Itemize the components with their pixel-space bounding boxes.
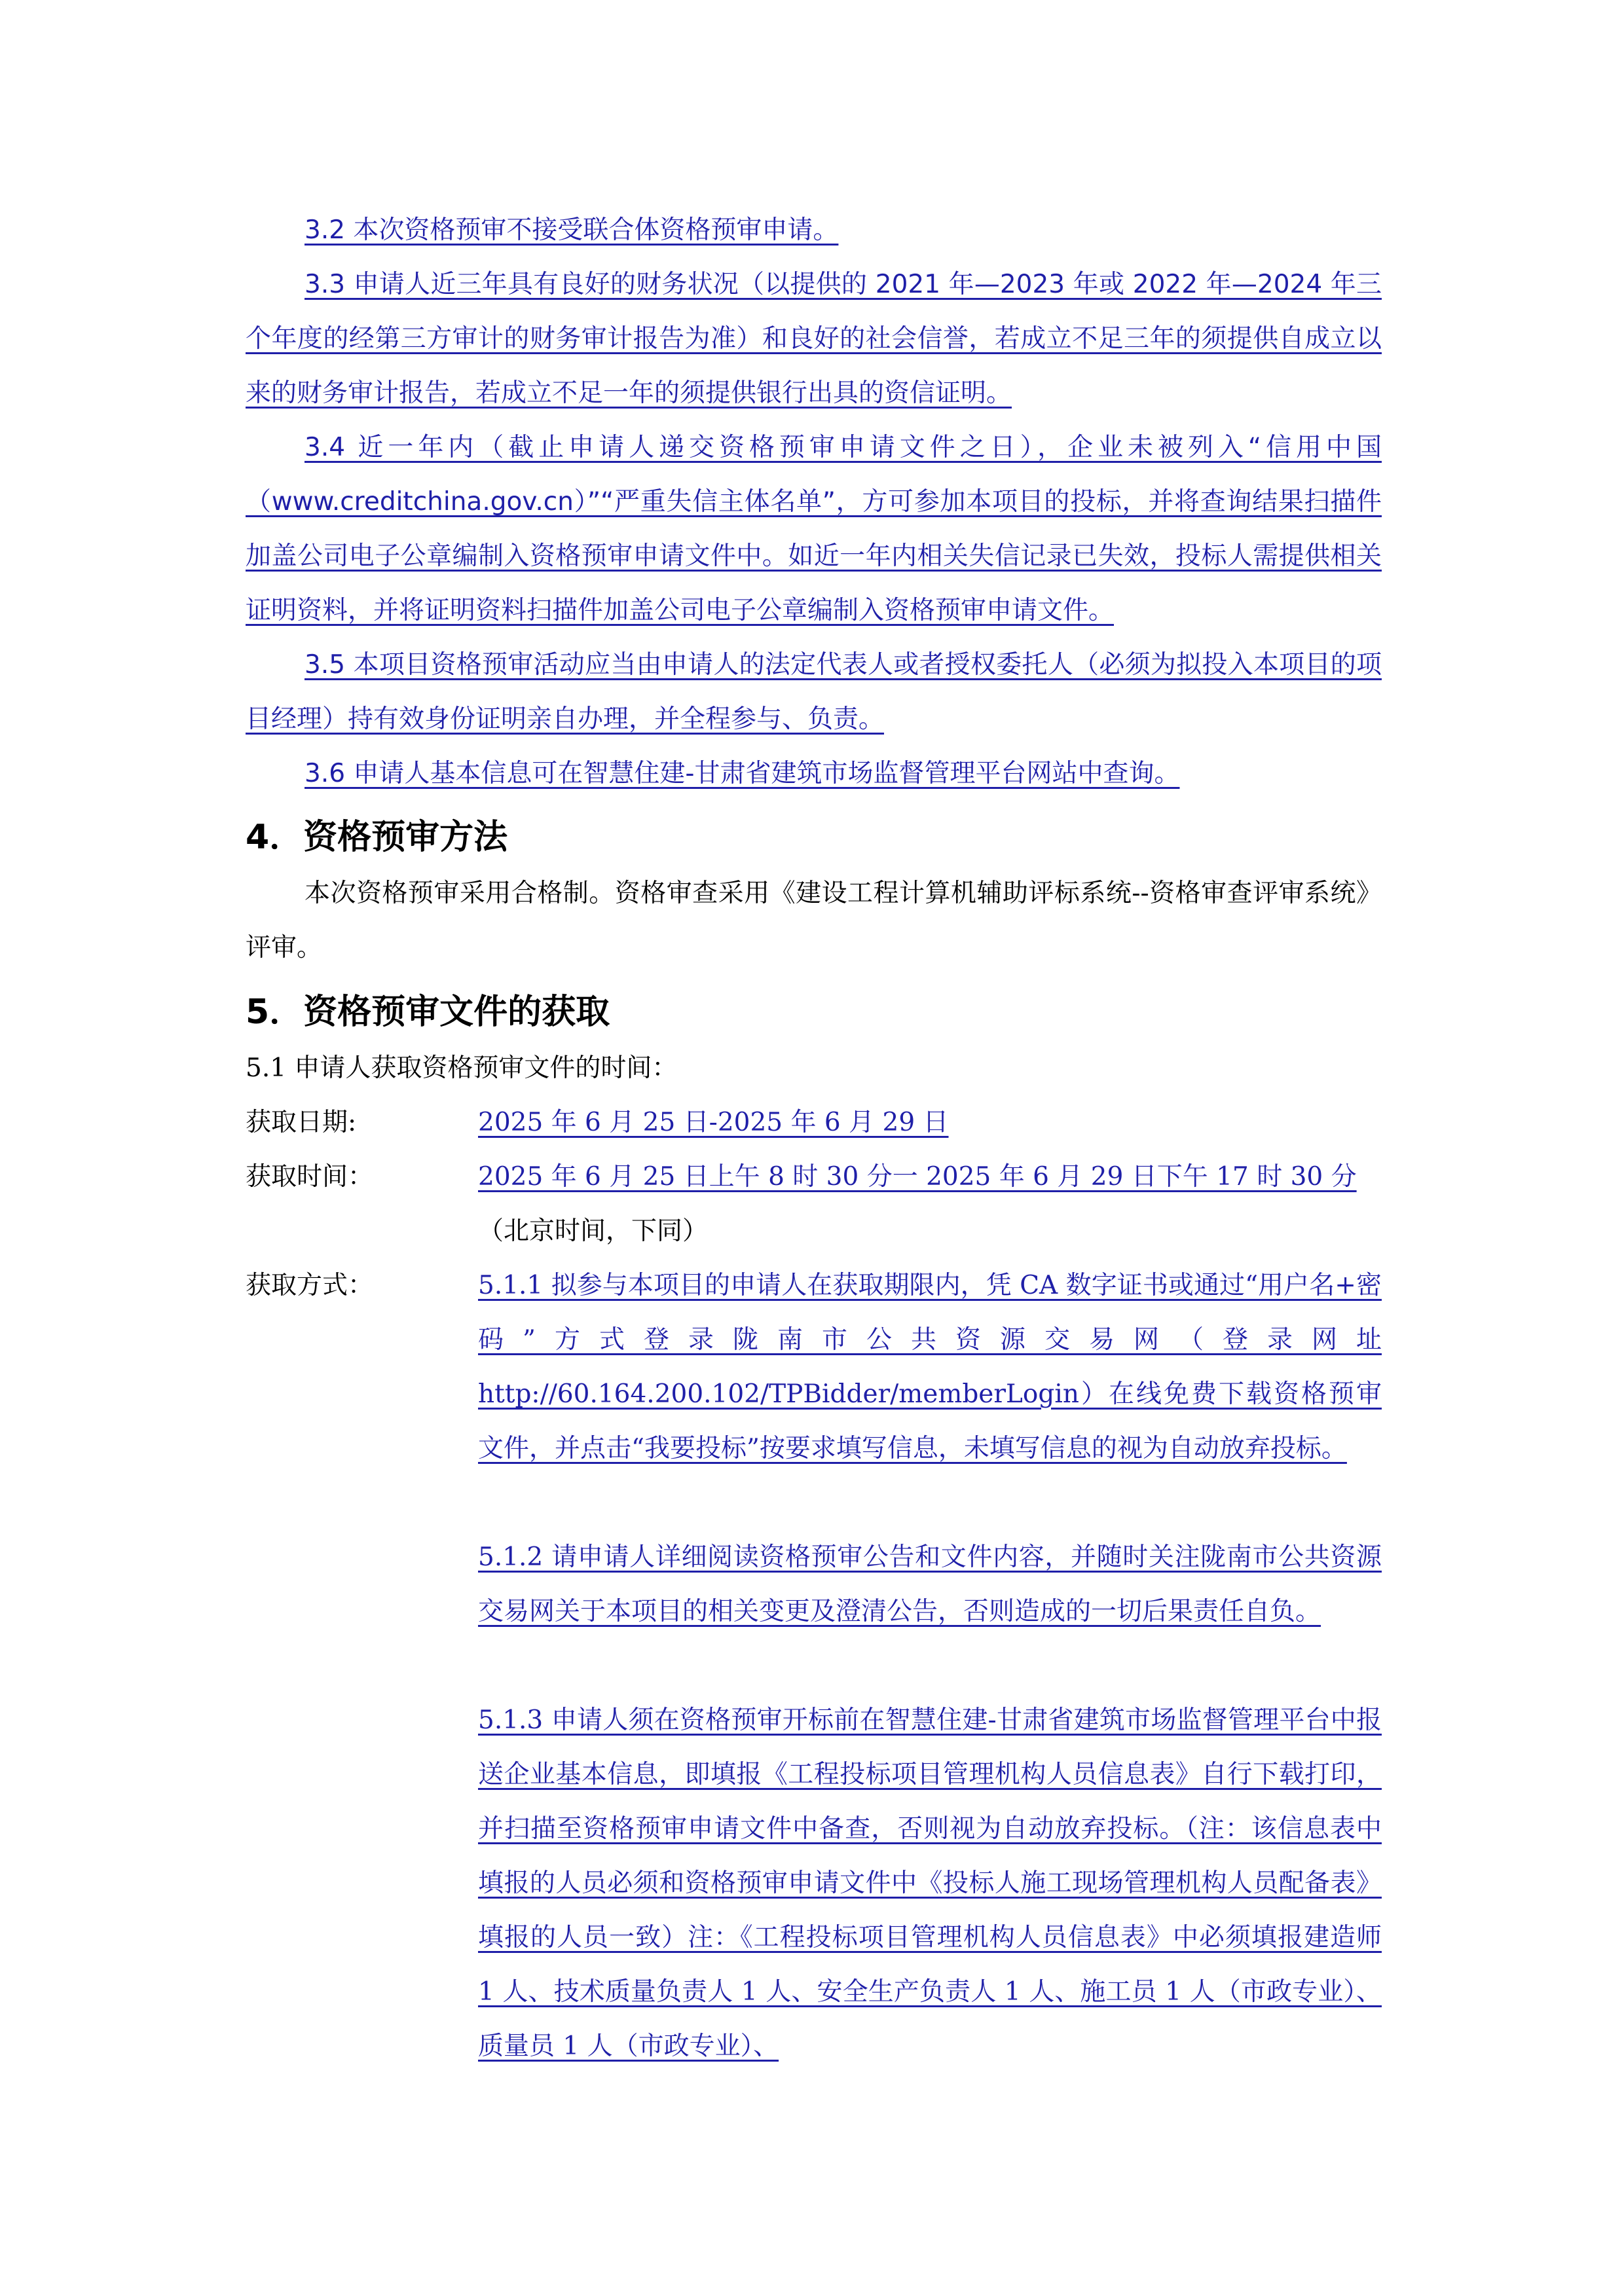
method-label: 获取方式： xyxy=(246,1271,374,1300)
clause-3-6 xyxy=(246,746,1382,801)
clause-3-3-text: 3.3 申请人近三年具有良好的财务状况（以提供的 2021 年—2023 年或 2022 年—2024 年三个年度的经第三方审计的财务审计报告为准）和良好的社会信誉，若成立不足三年的须提供自成立以来的财务审计报告，若成立不足一年的须提供银行出具的资信证明。 xyxy=(246,270,1382,408)
date-value xyxy=(478,1095,1382,1150)
section-5-heading: 5．资格预审文件的获取 xyxy=(246,993,610,1032)
clause-3-5 xyxy=(246,638,1382,746)
time-note: （北京时间，下同） xyxy=(478,1216,709,1246)
clause-3-4-text: 3.4 近一年内（截止申请人递交资格预审申请文件之日），企业未被列入“信用中国（www.creditchina.gov.cn）”“严重失信主体名单”，方可参加本项目的投标，并将查询结果扫描件加盖公司电子公章编制入资格预审申请文件中。如近一年内相关失信记录已失效，投标人需提供相关证明资料，并将证明资料扫描件加盖公司电子公章编制入资格预审申请文件。 xyxy=(246,433,1382,625)
clause-3-5-text: 3.5 本项目资格预审活动应当由申请人的法定代表人或者授权委托人（必须为拟投入本项目的项目经理）持有效身份证明亲自办理，并全程参与、负责。 xyxy=(246,650,1382,734)
method-5-1-1 xyxy=(478,1258,1382,1476)
clause-5-1: 5.1 申请人获取资格预审文件的时间： xyxy=(246,1053,678,1083)
section-4-heading: 4．资格预审方法 xyxy=(246,818,508,857)
time-value-text: 2025 年 6 月 25 日上午 8 时 30 分一 2025 年 6 月 29 日下午 17 时 30 分 xyxy=(478,1162,1357,1192)
clause-3-4 xyxy=(246,420,1382,638)
time-value xyxy=(478,1150,1382,1204)
clause-3-2-text: 3.2 本次资格预审不接受联合体资格预审申请。 xyxy=(304,215,839,245)
clause-3-2 xyxy=(246,203,1382,257)
time-label: 获取时间： xyxy=(246,1162,374,1192)
method-5-1-3 xyxy=(478,1693,1382,2073)
method-5-1-2-text: 5.1.2 请申请人详细阅读资格预审公告和文件内容，并随时关注陇南市公共资源交易网关于本项目的相关变更及澄清公告，否则造成的一切后果责任自负。 xyxy=(478,1542,1382,1626)
method-5-1-3-text: 5.1.3 申请人须在资格预审开标前在智慧住建-甘肃省建筑市场监督管理平台中报送企业基本信息，即填报《工程投标项目管理机构人员信息表》自行下载打印，并扫描至资格预审申请文件中备查，否则视为自动放弃投标。（注：该信息表中填报的人员必须和资格预审申请文件中《投标人施工现场管理机构人员配备表》填报的人员一致）注：《工程投标项目管理机构人员信息表》中必须填报建造师 1 人、技术质量负责人 1 人、安全生产负责人 1 人、施工员 1 人（市政专业）、质量员 1 人（市政专业）、 xyxy=(478,1705,1382,2061)
date-value-text: 2025 年 6 月 25 日-2025 年 6 月 29 日 xyxy=(478,1108,949,1137)
section-4-body: 本次资格预审采用合格制。资格审查采用《建设工程计算机辅助评标系统--资格审查评审系统》评审。 xyxy=(246,879,1382,962)
method-5-1-2 xyxy=(478,1530,1382,1639)
date-label: 获取日期: xyxy=(246,1108,357,1137)
clause-3-3 xyxy=(246,257,1382,420)
method-5-1-1-text: 5.1.1 拟参与本项目的申请人在获取期限内，凭 CA 数字证书或通过“用户名+密码”方式登录陇南市公共资源交易网（登录网址 http://60.164.200.102/TPBidder/memberLogin）在线免费下载资格预审文件，并点击“我要投标”按要求填写信息，未填写信息的视为自动放弃投标。 xyxy=(478,1271,1382,1463)
clause-3-6-text: 3.6 申请人基本信息可在智慧住建-甘肃省建筑市场监督管理平台网站中查询。 xyxy=(304,759,1180,788)
